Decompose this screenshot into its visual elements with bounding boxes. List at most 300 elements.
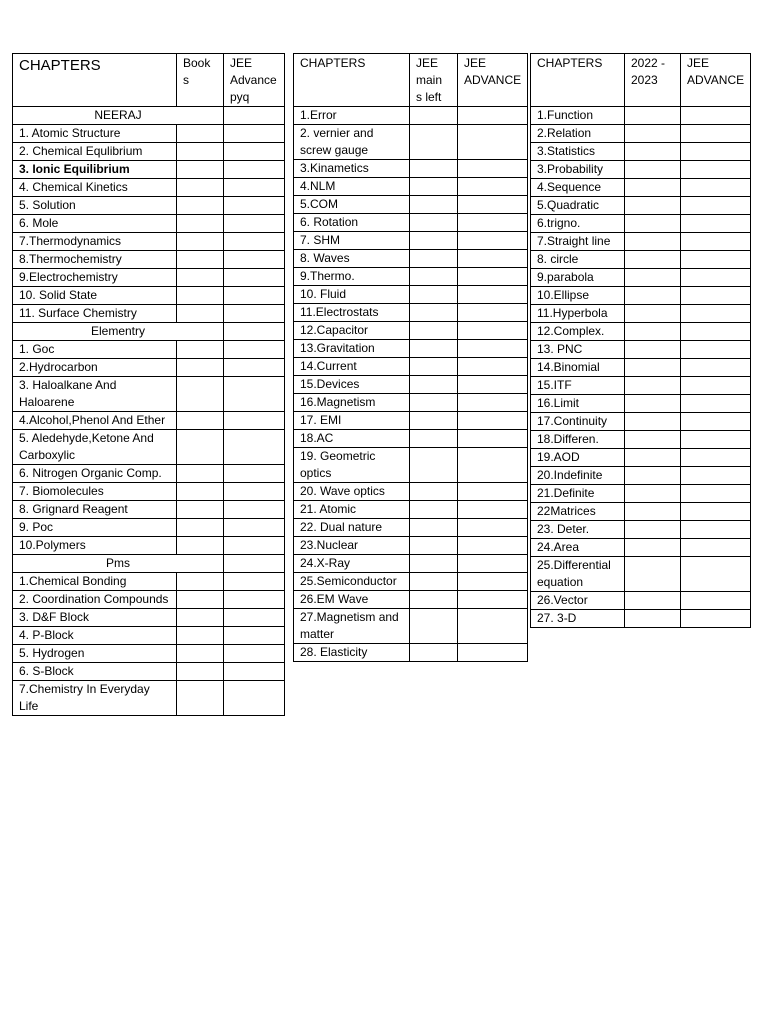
chapter-cell: 1.Chemical Bonding [13, 573, 177, 591]
table-row [294, 537, 528, 555]
status-cell[interactable] [458, 376, 528, 394]
status-cell[interactable] [458, 537, 528, 555]
chapter-cell: 23. Deter. [531, 521, 625, 539]
table-row [13, 179, 285, 197]
status-cell[interactable] [681, 179, 751, 197]
status-cell[interactable] [224, 483, 285, 501]
status-cell[interactable] [625, 107, 681, 125]
chapter-cell: 26.EM Wave [294, 591, 410, 609]
chapter-cell: 8. Grignard Reagent [13, 501, 177, 519]
status-cell[interactable] [224, 430, 285, 465]
table-row [531, 557, 751, 592]
status-cell[interactable] [681, 449, 751, 467]
table-row [531, 197, 751, 215]
header-cell: Book s [177, 54, 224, 107]
status-cell[interactable] [224, 377, 285, 412]
chapter-cell: 2. Chemical Equlibrium [13, 143, 177, 161]
table-row [531, 305, 751, 323]
status-cell[interactable] [681, 431, 751, 449]
table-row [13, 465, 285, 483]
chapter-cell: 5. Hydrogen [13, 645, 177, 663]
section-label: Pms [13, 555, 224, 573]
table-row [531, 341, 751, 359]
status-cell[interactable] [410, 214, 458, 232]
table-row [294, 340, 528, 358]
chapter-cell: 11. Surface Chemistry [13, 305, 177, 323]
status-cell[interactable] [458, 214, 528, 232]
chapter-cell: 9.parabola [531, 269, 625, 287]
status-cell[interactable] [625, 215, 681, 233]
table-row [13, 483, 285, 501]
table-row [294, 376, 528, 394]
status-cell[interactable] [177, 412, 224, 430]
table-row [531, 179, 751, 197]
table-row [531, 449, 751, 467]
status-cell[interactable] [410, 573, 458, 591]
chapter-cell: 8.Thermochemistry [13, 251, 177, 269]
table-row [13, 269, 285, 287]
status-cell[interactable] [177, 663, 224, 681]
section-label: Elementry [13, 323, 224, 341]
table-row [13, 215, 285, 233]
table-row [13, 341, 285, 359]
status-cell[interactable] [625, 449, 681, 467]
status-cell[interactable] [458, 483, 528, 501]
chapter-cell: 2. vernier and screw gauge [294, 125, 410, 160]
status-cell[interactable] [681, 503, 751, 521]
table-row [294, 394, 528, 412]
status-cell[interactable] [177, 197, 224, 215]
status-cell[interactable] [177, 179, 224, 197]
status-cell[interactable] [410, 232, 458, 250]
status-cell[interactable] [458, 286, 528, 304]
chapter-cell: 13. PNC [531, 341, 625, 359]
status-cell[interactable] [177, 359, 224, 377]
table-row [13, 197, 285, 215]
table-row [531, 395, 751, 413]
chapter-cell: 6. S-Block [13, 663, 177, 681]
status-cell[interactable] [625, 269, 681, 287]
status-cell[interactable] [458, 340, 528, 358]
chapter-cell: 7.Chemistry In Everyday Life [13, 681, 177, 716]
empty-cell[interactable] [224, 107, 285, 125]
table-row [13, 627, 285, 645]
table-row [13, 609, 285, 627]
header-cell: JEE main s left [410, 54, 458, 107]
status-cell[interactable] [177, 573, 224, 591]
status-cell[interactable] [681, 197, 751, 215]
table-row [531, 539, 751, 557]
chapter-cell: 10. Solid State [13, 287, 177, 305]
status-cell[interactable] [681, 467, 751, 485]
status-cell[interactable] [681, 107, 751, 125]
status-cell[interactable] [681, 233, 751, 251]
status-cell[interactable] [458, 412, 528, 430]
chapter-cell: 20.Indefinite [531, 467, 625, 485]
chapter-cell: 21. Atomic [294, 501, 410, 519]
status-cell[interactable] [458, 609, 528, 644]
status-cell[interactable] [458, 107, 528, 125]
status-cell[interactable] [224, 465, 285, 483]
chapter-cell: 19. Geometric optics [294, 448, 410, 483]
table-row [294, 483, 528, 501]
chapter-cell: 12.Capacitor [294, 322, 410, 340]
chapter-cell: 2.Hydrocarbon [13, 359, 177, 377]
chapter-cell: 3. Haloalkane And Haloarene [13, 377, 177, 412]
status-cell[interactable] [625, 467, 681, 485]
status-cell[interactable] [625, 125, 681, 143]
status-cell[interactable] [458, 322, 528, 340]
status-cell[interactable] [224, 519, 285, 537]
chapter-cell: 4.Sequence [531, 179, 625, 197]
status-cell[interactable] [224, 251, 285, 269]
table-row [294, 591, 528, 609]
status-cell[interactable] [625, 503, 681, 521]
status-cell[interactable] [410, 394, 458, 412]
status-cell[interactable] [410, 537, 458, 555]
status-cell[interactable] [177, 465, 224, 483]
status-cell[interactable] [224, 215, 285, 233]
table-row [294, 644, 528, 662]
table-row [531, 143, 751, 161]
table-row [531, 413, 751, 431]
status-cell[interactable] [681, 377, 751, 395]
status-cell[interactable] [177, 143, 224, 161]
table-row [531, 503, 751, 521]
status-cell[interactable] [224, 125, 285, 143]
status-cell[interactable] [224, 305, 285, 323]
chapter-cell: 1. Atomic Structure [13, 125, 177, 143]
table-row [294, 160, 528, 178]
status-cell[interactable] [224, 161, 285, 179]
status-cell[interactable] [410, 107, 458, 125]
status-cell[interactable] [625, 143, 681, 161]
status-cell[interactable] [410, 555, 458, 573]
chapter-cell: 6.trigno. [531, 215, 625, 233]
status-cell[interactable] [458, 196, 528, 214]
chapter-cell: 6. Nitrogen Organic Comp. [13, 465, 177, 483]
status-cell[interactable] [681, 125, 751, 143]
status-cell[interactable] [410, 250, 458, 268]
status-cell[interactable] [410, 412, 458, 430]
status-cell[interactable] [681, 610, 751, 628]
chapter-cell: 7.Thermodynamics [13, 233, 177, 251]
status-cell[interactable] [410, 644, 458, 662]
chapter-cell: 7. Biomolecules [13, 483, 177, 501]
header-cell: 2022 - 2023 [625, 54, 681, 107]
chapter-cell: 6. Rotation [294, 214, 410, 232]
table-row [531, 161, 751, 179]
status-cell[interactable] [681, 359, 751, 377]
status-cell[interactable] [458, 232, 528, 250]
status-cell[interactable] [177, 537, 224, 555]
status-cell[interactable] [625, 251, 681, 269]
status-cell[interactable] [224, 197, 285, 215]
status-cell[interactable] [681, 592, 751, 610]
chapter-cell: 11.Hyperbola [531, 305, 625, 323]
chapter-cell: 3. Ionic Equilibrium [13, 161, 177, 179]
table-row [531, 251, 751, 269]
status-cell[interactable] [177, 681, 224, 716]
table-row [13, 591, 285, 609]
status-cell[interactable] [224, 591, 285, 609]
table-row [531, 592, 751, 610]
chemistry-chapters-table [12, 53, 285, 716]
status-cell[interactable] [625, 521, 681, 539]
status-cell[interactable] [681, 485, 751, 503]
status-cell[interactable] [681, 413, 751, 431]
status-cell[interactable] [681, 215, 751, 233]
chapter-cell: 17. EMI [294, 412, 410, 430]
status-cell[interactable] [625, 592, 681, 610]
status-cell[interactable] [458, 430, 528, 448]
status-cell[interactable] [177, 483, 224, 501]
status-cell[interactable] [410, 609, 458, 644]
status-cell[interactable] [410, 125, 458, 160]
table-row [294, 232, 528, 250]
status-cell[interactable] [177, 341, 224, 359]
table-row [13, 125, 285, 143]
table-row [531, 287, 751, 305]
header-row [294, 54, 528, 107]
physics-chapters-table [293, 53, 528, 662]
chapter-cell: 28. Elasticity [294, 644, 410, 662]
status-cell[interactable] [458, 644, 528, 662]
status-cell[interactable] [224, 143, 285, 161]
status-cell[interactable] [224, 609, 285, 627]
status-cell[interactable] [177, 501, 224, 519]
status-cell[interactable] [177, 519, 224, 537]
status-cell[interactable] [458, 501, 528, 519]
table-row [13, 305, 285, 323]
status-cell[interactable] [410, 501, 458, 519]
status-cell[interactable] [410, 448, 458, 483]
chapter-cell: 6. Mole [13, 215, 177, 233]
status-cell[interactable] [625, 413, 681, 431]
section-label: NEERAJ [13, 107, 224, 125]
chapter-cell: 4.Alcohol,Phenol And Ether [13, 412, 177, 430]
status-cell[interactable] [177, 377, 224, 412]
status-cell[interactable] [224, 233, 285, 251]
status-cell[interactable] [177, 430, 224, 465]
chapter-cell: 7.Straight line [531, 233, 625, 251]
status-cell[interactable] [410, 483, 458, 501]
status-cell[interactable] [625, 395, 681, 413]
status-cell[interactable] [177, 233, 224, 251]
table-row [294, 412, 528, 430]
maths-table-body [531, 54, 751, 628]
status-cell[interactable] [458, 160, 528, 178]
status-cell[interactable] [681, 539, 751, 557]
chapter-cell: 13.Gravitation [294, 340, 410, 358]
maths-chapters-table [530, 53, 751, 628]
table-row [531, 377, 751, 395]
status-cell[interactable] [410, 430, 458, 448]
table-row [13, 161, 285, 179]
status-cell[interactable] [625, 287, 681, 305]
chapter-cell: 23.Nuclear [294, 537, 410, 555]
table-row [531, 485, 751, 503]
table-row [294, 125, 528, 160]
status-cell[interactable] [410, 340, 458, 358]
chapter-cell: 27. 3-D [531, 610, 625, 628]
status-cell[interactable] [224, 627, 285, 645]
table-row [294, 322, 528, 340]
section-row [13, 555, 285, 573]
status-cell[interactable] [410, 178, 458, 196]
chapter-cell: 18.Differen. [531, 431, 625, 449]
status-cell[interactable] [177, 287, 224, 305]
table-row [13, 251, 285, 269]
status-cell[interactable] [458, 519, 528, 537]
chapter-cell: 22Matrices [531, 503, 625, 521]
status-cell[interactable] [410, 376, 458, 394]
status-cell[interactable] [681, 269, 751, 287]
header-cell: JEE ADVANCE [458, 54, 528, 107]
status-cell[interactable] [410, 358, 458, 376]
chapter-cell: 1.Function [531, 107, 625, 125]
status-cell[interactable] [410, 160, 458, 178]
chapter-cell: 1. Goc [13, 341, 177, 359]
status-cell[interactable] [224, 681, 285, 716]
status-cell[interactable] [177, 305, 224, 323]
status-cell[interactable] [458, 250, 528, 268]
status-cell[interactable] [625, 341, 681, 359]
status-cell[interactable] [224, 359, 285, 377]
status-cell[interactable] [177, 161, 224, 179]
section-row [13, 107, 285, 125]
status-cell[interactable] [177, 645, 224, 663]
status-cell[interactable] [224, 269, 285, 287]
chapter-cell: 2. Coordination Compounds [13, 591, 177, 609]
table-row [531, 431, 751, 449]
status-cell[interactable] [177, 627, 224, 645]
status-cell[interactable] [458, 394, 528, 412]
status-cell[interactable] [681, 251, 751, 269]
status-cell[interactable] [224, 645, 285, 663]
status-cell[interactable] [410, 196, 458, 214]
table-row [13, 143, 285, 161]
status-cell[interactable] [458, 358, 528, 376]
status-cell[interactable] [224, 663, 285, 681]
status-cell[interactable] [224, 179, 285, 197]
table-row [13, 537, 285, 555]
status-cell[interactable] [177, 251, 224, 269]
status-cell[interactable] [177, 609, 224, 627]
status-cell[interactable] [625, 610, 681, 628]
status-cell[interactable] [681, 161, 751, 179]
status-cell[interactable] [177, 269, 224, 287]
chapter-cell: 10.Polymers [13, 537, 177, 555]
chapter-cell: 15.ITF [531, 377, 625, 395]
status-cell[interactable] [458, 304, 528, 322]
chapter-cell: 16.Magnetism [294, 394, 410, 412]
status-cell[interactable] [458, 591, 528, 609]
status-cell[interactable] [681, 341, 751, 359]
status-cell[interactable] [625, 161, 681, 179]
table-row [531, 521, 751, 539]
status-cell[interactable] [681, 287, 751, 305]
status-cell[interactable] [458, 268, 528, 286]
chapter-cell: 8. Waves [294, 250, 410, 268]
status-cell[interactable] [625, 233, 681, 251]
status-cell[interactable] [224, 501, 285, 519]
empty-cell[interactable] [224, 323, 285, 341]
table-row [13, 645, 285, 663]
status-cell[interactable] [625, 197, 681, 215]
status-cell[interactable] [410, 591, 458, 609]
status-cell[interactable] [681, 143, 751, 161]
header-cell: CHAPTERS [294, 54, 410, 107]
status-cell[interactable] [177, 125, 224, 143]
header-cell: JEE ADVANCE [681, 54, 751, 107]
chapter-cell: 3.Probability [531, 161, 625, 179]
status-cell[interactable] [224, 537, 285, 555]
status-cell[interactable] [410, 322, 458, 340]
table-row [13, 359, 285, 377]
chapter-cell: 4.NLM [294, 178, 410, 196]
status-cell[interactable] [410, 268, 458, 286]
status-cell[interactable] [681, 557, 751, 592]
table-row [13, 233, 285, 251]
table-row [294, 519, 528, 537]
table-row [13, 412, 285, 430]
table-row [294, 178, 528, 196]
chapter-cell: 8. circle [531, 251, 625, 269]
status-cell[interactable] [681, 323, 751, 341]
chapter-cell: 11.Electrostats [294, 304, 410, 322]
status-cell[interactable] [177, 215, 224, 233]
table-row [13, 573, 285, 591]
status-cell[interactable] [625, 359, 681, 377]
status-cell[interactable] [224, 341, 285, 359]
chapter-cell: 24.Area [531, 539, 625, 557]
status-cell[interactable] [625, 431, 681, 449]
chapter-cell: 9. Poc [13, 519, 177, 537]
status-cell[interactable] [625, 305, 681, 323]
status-cell[interactable] [410, 286, 458, 304]
status-cell[interactable] [410, 519, 458, 537]
status-cell[interactable] [625, 377, 681, 395]
status-cell[interactable] [625, 557, 681, 592]
status-cell[interactable] [410, 304, 458, 322]
status-cell[interactable] [458, 125, 528, 160]
chapter-cell: 12.Complex. [531, 323, 625, 341]
status-cell[interactable] [224, 412, 285, 430]
status-cell[interactable] [681, 305, 751, 323]
status-cell[interactable] [224, 287, 285, 305]
empty-cell[interactable] [224, 555, 285, 573]
status-cell[interactable] [681, 395, 751, 413]
status-cell[interactable] [625, 539, 681, 557]
table-row [294, 286, 528, 304]
status-cell[interactable] [625, 485, 681, 503]
chapter-cell: 20. Wave optics [294, 483, 410, 501]
table-row [294, 304, 528, 322]
chapter-cell: 7. SHM [294, 232, 410, 250]
status-cell[interactable] [177, 591, 224, 609]
status-cell[interactable] [458, 448, 528, 483]
status-cell[interactable] [625, 179, 681, 197]
status-cell[interactable] [224, 573, 285, 591]
chapter-cell: 9.Electrochemistry [13, 269, 177, 287]
status-cell[interactable] [458, 555, 528, 573]
table-row [13, 681, 285, 716]
status-cell[interactable] [625, 323, 681, 341]
status-cell[interactable] [681, 521, 751, 539]
status-cell[interactable] [458, 573, 528, 591]
status-cell[interactable] [458, 178, 528, 196]
